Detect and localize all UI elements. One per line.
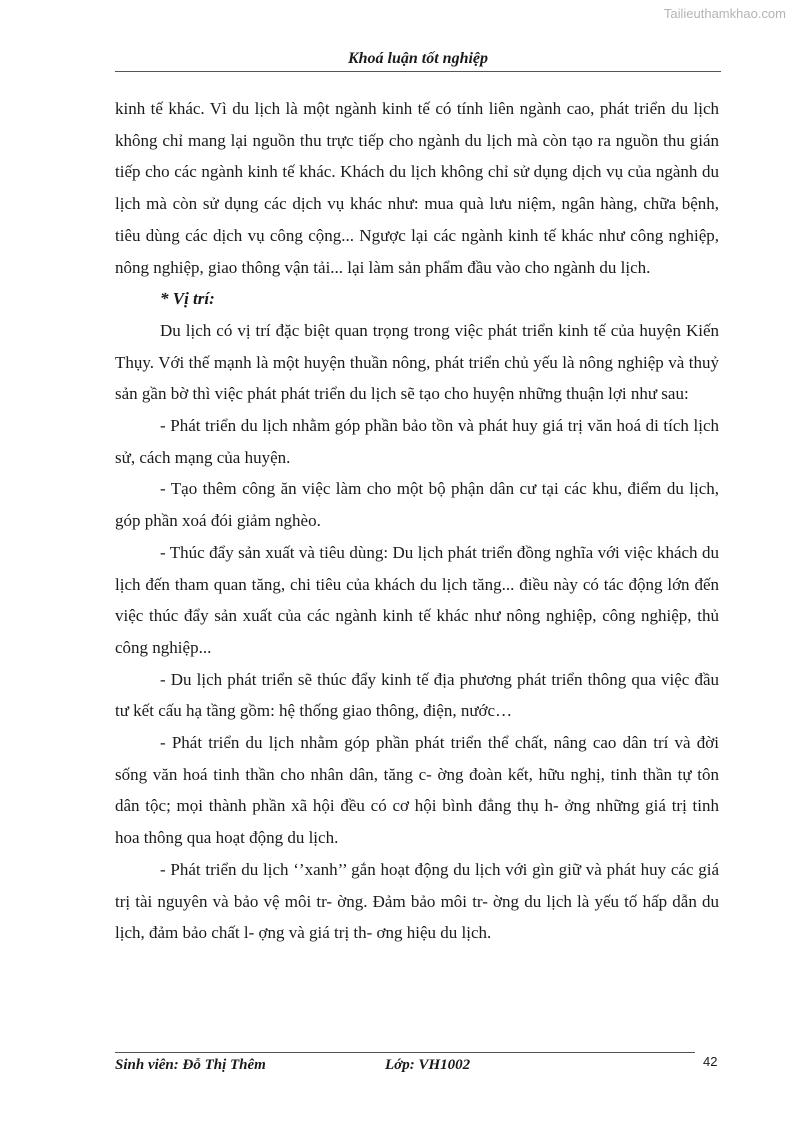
- section-heading-vi-tri: * Vị trí:: [160, 289, 215, 309]
- bullet-paragraph: - Tạo thêm công ăn việc làm cho một bộ phận dân cư tại các khu, điểm du lịch, góp phần xoá đói giảm nghèo.: [115, 479, 719, 531]
- bullet-paragraph: - Thúc đẩy sản xuất và tiêu dùng: Du lịch phát triển đồng nghĩa với việc khách du lịch đến tham quan tăng, chi tiêu của khách du lịch tăng... điều này có tác động lớn đến việc thúc đẩy sản xuất của các ngành kinh tế khác như nông nghiệp, công nghiệp, thủ công nghiệp...: [115, 542, 719, 657]
- footer-divider: [115, 1052, 695, 1053]
- header-divider: [115, 71, 721, 72]
- bullet-paragraph: - Phát triển du lịch ‘’xanh’’ gắn hoạt động du lịch với gìn giữ và phát huy các giá trị tài nguyên và bảo vệ môi tr- ờng. Đảm bảo môi tr- ờng du lịch là yếu tố hấp dẫn du lịch, đảm bảo chất l- ợng và giá trị th- ơng hiệu du lịch.: [115, 859, 719, 943]
- watermark: Tailieuthamkhao.com: [663, 6, 786, 21]
- footer-student-name: Sinh viên: Đỗ Thị Thêm: [115, 1057, 266, 1073]
- bullet-paragraph: - Phát triển du lịch nhằm góp phần bảo tồn và phát huy giá trị văn hoá di tích lịch sử, cách mạng của huyện.: [115, 416, 719, 467]
- paragraph-continuation: kinh tế khác. Vì du lịch là một ngành kinh tế có tính liên ngành cao, phát triển du lịch không chỉ mang lại nguồn thu trực tiếp cho ngành du lịch mà còn tạo ra nguồn thu gián tiếp cho các ngành kinh tế khác. Khách du lịch không chỉ sử dụng dịch vụ của ngành du lịch mà còn sử dụng các dịch vụ khác như: mua quà lưu niệm, ngân hàng, chữa bệnh, tiêu dùng các dịch vụ công cộng... Ngược lại các ngành kinh tế khác như công nghiệp, nông nghiệp, giao thông vận tải... lại làm sản phẩm đầu vào cho ngành du lịch.: [115, 99, 719, 277]
- page-header-title: Khoá luận tốt nghiệp: [347, 50, 489, 67]
- page-number: 42: [703, 1054, 718, 1069]
- document-body: [115, 93, 719, 949]
- paragraph-intro: Du lịch có vị trí đặc biệt quan trọng trong việc phát triển kinh tế của huyện Kiến Thụy. Với thế mạnh là một huyện thuần nông, phát triển chủ yếu là nông nghiệp và thuỷ sản gần bờ thì việc phát phát triển du lịch sẽ tạo cho huyện những thuận lợi như sau:: [115, 320, 719, 404]
- footer-class: Lớp: VH1002: [385, 1057, 471, 1073]
- bullet-paragraph: - Phát triển du lịch nhằm góp phần phát triển thể chất, nâng cao dân trí và đời sống văn hoá tinh thần cho nhân dân, tăng c- ờng đoàn kết, hữu nghị, tinh thần tự tôn dân tộc; mọi thành phần xã hội đều có cơ hội bình đẳng thụ h- ởng những giá trị tinh hoa thông qua hoạt động du lịch.: [115, 733, 719, 848]
- bullet-paragraph: - Du lịch phát triển sẽ thúc đẩy kinh tế địa phương phát triển thông qua việc đầu tư kết cấu hạ tầng gồm: hệ thống giao thông, điện, nước…: [115, 669, 719, 721]
